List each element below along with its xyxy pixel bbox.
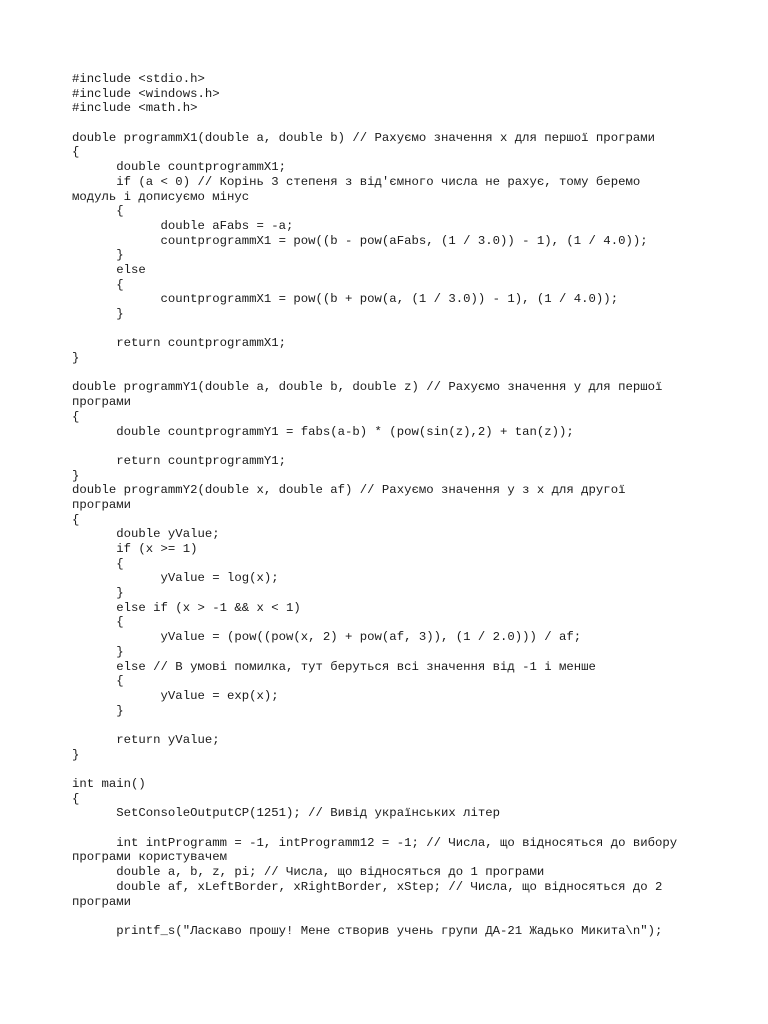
code-line: { bbox=[72, 512, 80, 527]
code-line: { bbox=[72, 145, 80, 160]
code-line: int main() bbox=[72, 777, 146, 791]
code-line: yValue = (pow((pow(x, 2) + pow(af, 3)), (1 / 2.0))) / af; bbox=[72, 630, 582, 645]
code-line: else bbox=[72, 262, 146, 277]
code-line: } bbox=[72, 468, 80, 483]
code-line: int intProgramm = -1, intProgramm12 = -1; // Числа, що відносяться до вибору bbox=[72, 835, 678, 850]
code-line: } bbox=[72, 248, 124, 263]
code-line: double af, xLeftBorder, xRightBorder, xStep; // Числа, що відносяться до 2 bbox=[72, 879, 663, 894]
code-line: double countprogrammY1 = fabs(a-b) * (pow(sin(z),2) + tan(z)); bbox=[72, 424, 574, 439]
blank-line bbox=[72, 366, 702, 381]
code-line: return yValue; bbox=[72, 732, 220, 747]
code-line: #include <math.h> bbox=[72, 101, 198, 116]
code-line: if (a < 0) // Корінь 3 степеня з від'ємного числа не рахує, тому беремо bbox=[72, 174, 641, 189]
code-line: { bbox=[72, 556, 124, 571]
code-line: yValue = log(x); bbox=[72, 571, 279, 586]
blank-line bbox=[72, 909, 702, 924]
code-line: double programmX1(double a, double b) // Рахуємо значення x для першої програми bbox=[72, 130, 655, 145]
code-line: countprogrammX1 = pow((b + pow(a, (1 / 3.0)) - 1), (1 / 4.0)); bbox=[72, 292, 619, 307]
code-line: double programmY2(double x, double af) // Рахуємо значення y з x для другої bbox=[72, 483, 626, 498]
code-line: double programmY1(double a, double b, double z) // Рахуємо значення y для першої bbox=[72, 380, 663, 395]
code-line: double a, b, z, pi; // Числа, що відносяться до 1 програми bbox=[72, 865, 545, 880]
code-line: printf_s("Ласкаво прошу! Мене створив учень групи ДА-21 Жадько Микита\n"); bbox=[72, 923, 663, 938]
blank-line bbox=[72, 821, 702, 836]
code-line: countprogrammX1 = pow((b - pow(aFabs, (1 / 3.0)) - 1), (1 / 4.0)); bbox=[72, 233, 648, 248]
code-line: } bbox=[72, 644, 124, 659]
code-line: { bbox=[72, 791, 80, 806]
blank-line bbox=[72, 116, 702, 131]
code-line: програми bbox=[72, 395, 132, 410]
code-line: } bbox=[72, 747, 80, 762]
code-line: програми користувачем bbox=[72, 850, 227, 865]
code-line: модуль і дописуємо мінус bbox=[72, 189, 250, 204]
code-line: return countprogrammX1; bbox=[72, 336, 287, 351]
code-line: } bbox=[72, 307, 124, 321]
blank-line bbox=[72, 718, 702, 733]
code-line: else // В умові помилка, тут беруться всі значення від -1 і менше bbox=[72, 659, 596, 674]
code-line: return countprogrammY1; bbox=[72, 453, 287, 468]
code-line: SetConsoleOutputCP(1251); // Вивід українських літер bbox=[72, 806, 501, 821]
code-listing bbox=[72, 72, 702, 939]
code-line: { bbox=[72, 204, 124, 219]
code-line: } bbox=[72, 351, 80, 366]
code-line: програми bbox=[72, 497, 132, 512]
code-line: double yValue; bbox=[72, 527, 220, 542]
blank-line bbox=[72, 762, 702, 777]
code-line: { bbox=[72, 674, 124, 689]
code-line: double countprogrammX1; bbox=[72, 160, 287, 175]
code-line: { bbox=[72, 409, 80, 424]
code-line: { bbox=[72, 615, 124, 630]
code-line: { bbox=[72, 277, 124, 292]
code-line: #include <stdio.h> bbox=[72, 72, 205, 86]
code-line: #include <windows.h> bbox=[72, 86, 220, 101]
code-line: double aFabs = -a; bbox=[72, 218, 294, 233]
code-line: } bbox=[72, 586, 124, 601]
blank-line bbox=[72, 439, 702, 454]
code-line: if (x >= 1) bbox=[72, 542, 198, 556]
code-line: } bbox=[72, 703, 124, 718]
code-line: else if (x > -1 && x < 1) bbox=[72, 600, 301, 615]
code-line: yValue = exp(x); bbox=[72, 688, 279, 703]
code-line: програми bbox=[72, 894, 132, 909]
blank-line bbox=[72, 322, 702, 337]
